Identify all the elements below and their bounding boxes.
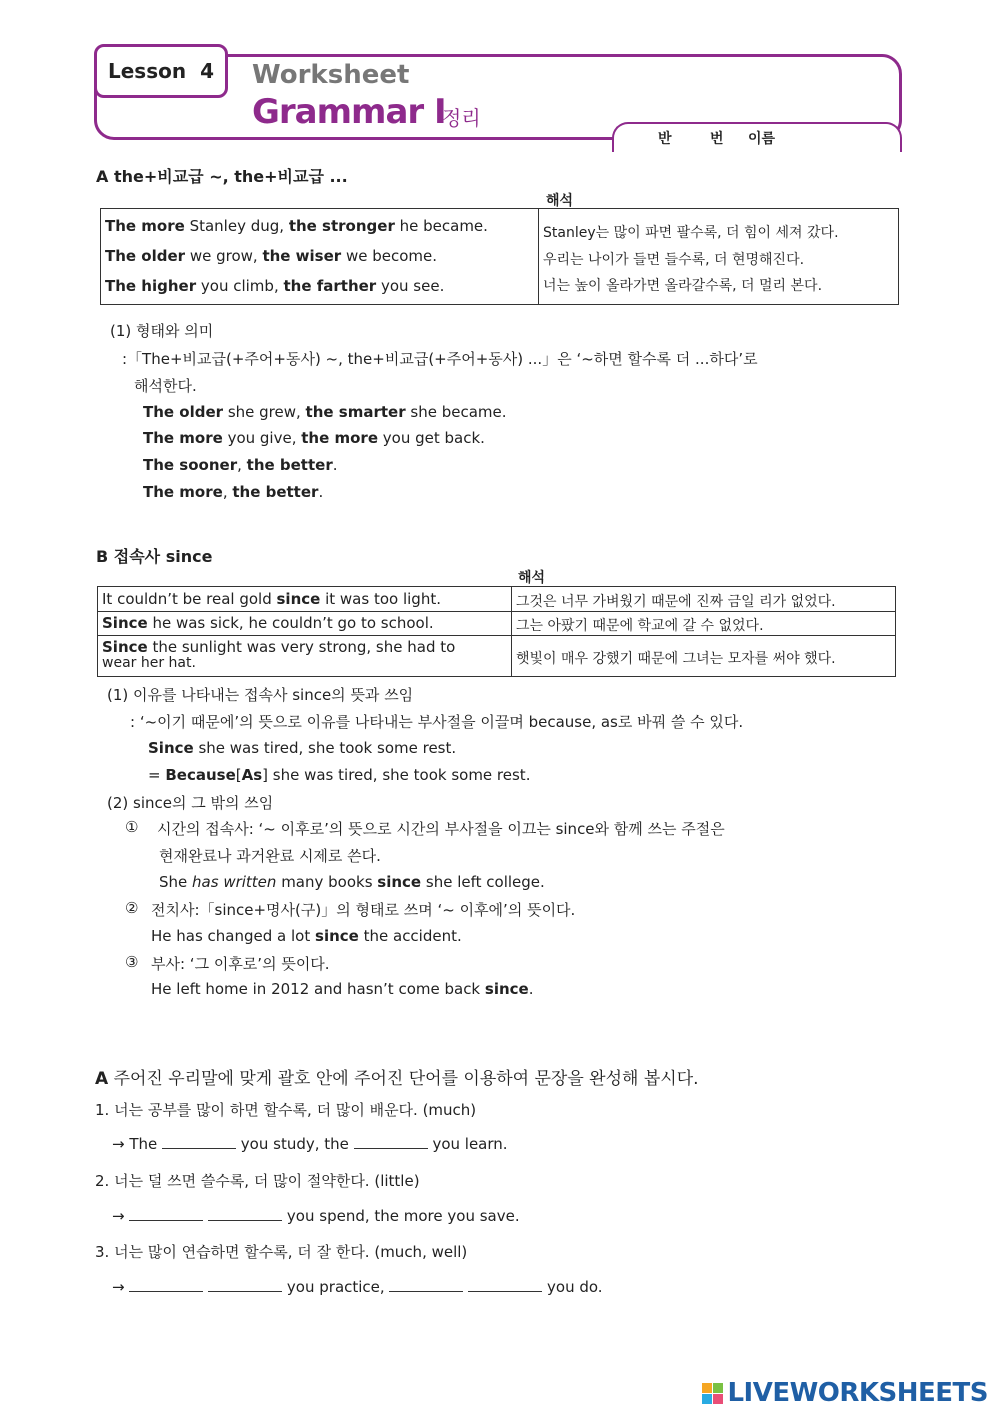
liveworksheets-logo[interactable] [702, 1378, 988, 1408]
answer-blank[interactable] [208, 1206, 282, 1221]
table-row-continuation: wear her hat. [102, 655, 196, 671]
example-sentence: The sooner, the better. [143, 456, 338, 474]
note-line: :「The+비교급(+주어+동사) ~, the+비교급(+주어+동사) ...」은 ‘~하면 할수록 더 ...하다’로 [122, 350, 758, 368]
worksheet-label: Worksheet [252, 60, 410, 90]
example-sentence: The more, the better. [143, 483, 324, 501]
note-line: 시간의 접속사: ‘~ 이후로’의 뜻으로 시간의 부사절을 이끄는 since와 함께 쓰는 주절은 [157, 820, 725, 838]
table-cell-translation: 햇빛이 매우 강했기 때문에 그녀는 모자를 써야 했다. [516, 651, 836, 667]
question-2: 2. 너는 덜 쓰면 쓸수록, 더 많이 절약한다. (little) [95, 1172, 420, 1190]
lesson-label: Lesson [107, 59, 187, 83]
section-b-table [97, 586, 896, 677]
note-title: (1) 형태와 의미 [110, 322, 214, 340]
answer-blank[interactable] [129, 1277, 203, 1292]
example-sentence: Since she was tired, she took some rest. [148, 739, 457, 757]
section-b-translation-header: 해석 [518, 570, 546, 586]
table-cell-translation: 그것은 너무 가벼웠기 때문에 진짜 금일 리가 없었다. [516, 594, 836, 610]
note-title: (1) 이유를 나타내는 접속사 since의 뜻과 쓰임 [107, 686, 414, 704]
question-1: 1. 너는 공부를 많이 하면 할수록, 더 많이 배운다. (much) [95, 1101, 477, 1119]
section-a-heading: A the+비교급 ~, the+비교급 ... [96, 167, 348, 186]
table-row: The more Stanley dug, the stronger he became. [105, 217, 488, 235]
student-info-tab [612, 122, 902, 152]
answer-blank[interactable] [208, 1277, 282, 1292]
logo-icon [702, 1383, 723, 1404]
answer-blank[interactable] [129, 1206, 203, 1221]
example-sentence: The more you give, the more you get back. [143, 429, 485, 447]
note-line: : ‘~이기 때문에’의 뜻으로 이유를 나타내는 부사절을 이끌며 because, as로 바꿔 쓸 수 있다. [130, 713, 744, 731]
item-number: ① [125, 818, 139, 836]
logo-text: LIVEWORKSHEETS [727, 1378, 988, 1408]
answer-line-1: → The you study, the you learn. [112, 1135, 508, 1153]
answer-blank[interactable] [354, 1134, 428, 1149]
note-line: 전치사:「since+명사(구)」의 형태로 쓰며 ‘~ 이후에’의 뜻이다. [151, 901, 576, 919]
section-a-table [100, 208, 899, 305]
item-number: ③ [125, 953, 139, 971]
table-row: The higher you climb, the farther you see. [105, 277, 445, 295]
table-row: Since the sunlight was very strong, she had to [102, 638, 456, 656]
example-sentence: The older she grew, the smarter she became. [143, 403, 507, 421]
table-cell-translation: 너는 높이 올라가면 올라갈수록, 더 멀리 본다. [543, 278, 823, 294]
table-row: Since he was sick, he couldn’t go to school. [102, 614, 434, 632]
answer-blank[interactable] [162, 1134, 236, 1149]
table-cell-translation: 그는 아팠기 때문에 학교에 갈 수 없었다. [516, 618, 764, 634]
example-sentence: She has written many books since she left college. [159, 873, 545, 891]
section-b-heading: B 접속사 since [96, 547, 213, 566]
number-label: 번 [710, 131, 724, 147]
note-title: (2) since의 그 밖의 쓰임 [107, 794, 274, 812]
answer-blank[interactable] [389, 1277, 463, 1292]
table-cell-translation: 우리는 나이가 들면 들수록, 더 현명해진다. [543, 252, 805, 268]
note-line: 해석한다. [134, 377, 197, 395]
note-line: 부사: ‘그 이후로’의 뜻이다. [151, 955, 330, 973]
table-cell-translation: Stanley는 많이 파면 팔수록, 더 힘이 세져 갔다. [543, 225, 839, 241]
answer-line-2: → you spend, the more you save. [112, 1207, 520, 1225]
note-line: 현재완료나 과거완료 시제로 쓴다. [159, 847, 381, 865]
exercise-heading: A 주어진 우리말에 맞게 괄호 안에 주어진 단어를 이용하여 문장을 완성해 봅시다. [95, 1069, 699, 1089]
question-3: 3. 너는 많이 연습하면 할수록, 더 잘 한다. (much, well) [95, 1243, 468, 1261]
page-subtitle: 정리 [442, 106, 481, 130]
lesson-number: 4 [200, 59, 215, 83]
example-sentence: = Because[As] she was tired, she took some rest. [148, 766, 531, 784]
example-sentence: He left home in 2012 and hasn’t come back since. [151, 980, 534, 998]
page-title: Grammar Ⅰ [252, 92, 446, 132]
name-label: 이름 [748, 131, 776, 147]
table-row: The older we grow, the wiser we become. [105, 247, 438, 265]
class-label: 반 [658, 131, 672, 147]
table-row: It couldn’t be real gold since it was too light. [102, 590, 441, 608]
answer-line-3: → you practice, you do. [112, 1278, 603, 1296]
section-a-translation-header: 해석 [546, 193, 574, 209]
answer-blank[interactable] [468, 1277, 542, 1292]
lesson-badge [94, 44, 228, 98]
item-number: ② [125, 899, 139, 917]
example-sentence: He has changed a lot since the accident. [151, 927, 462, 945]
